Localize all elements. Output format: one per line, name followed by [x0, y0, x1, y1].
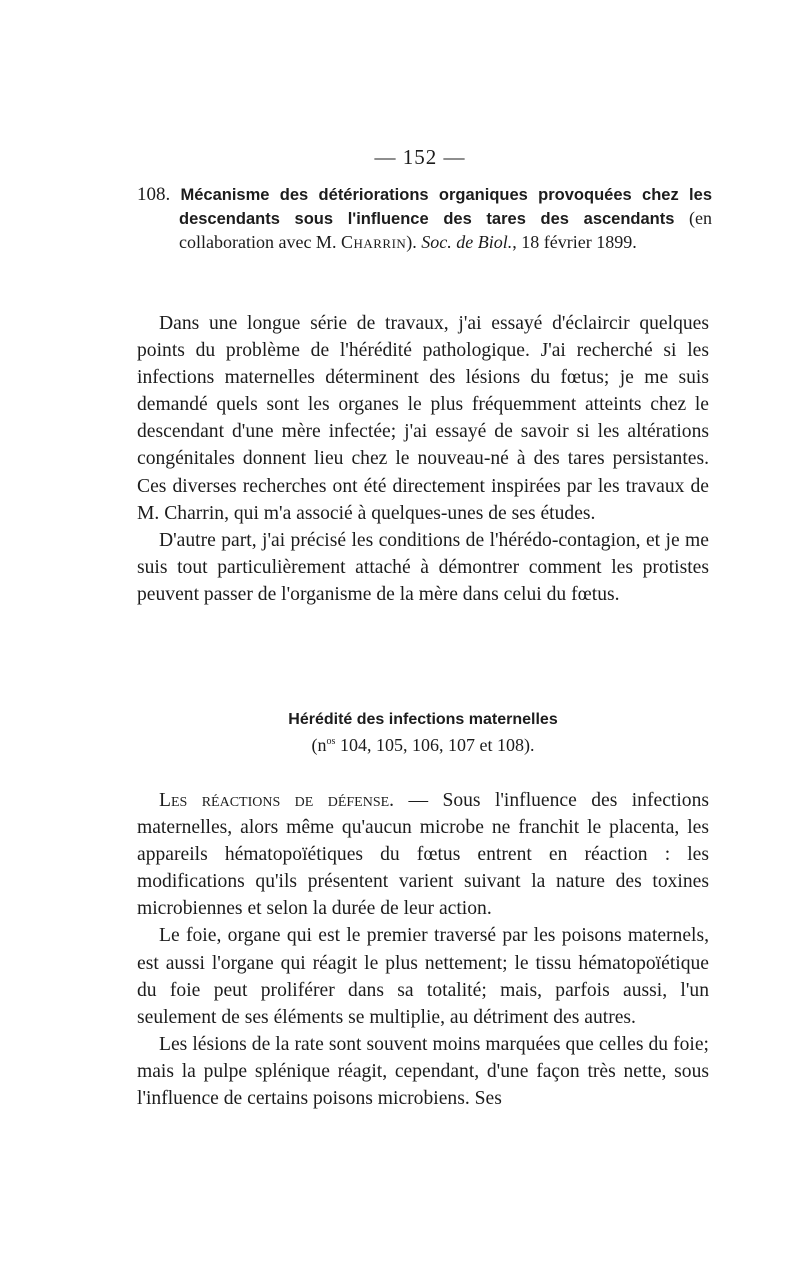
section-body	[137, 787, 709, 1112]
intro-paragraph-1: Dans une longue série de travaux, j'ai essayé d'éclaircir quelques points du problème de l'hérédité pathologique. J'ai recherché si les infections maternelles déterminent des lésions du fœtus; je me suis demandé quels sont les organes le plus fréquemment atteints chez le descendant d'une mère infectée; j'ai essayé de savoir si les altérations congénitales donnent lieu chez le nouveau-né à des tares persistantes. Ces diverses recherches ont été directement inspirées par les travaux de M. Charrin, qui m'a associé à quelques-unes de ses études.	[137, 313, 709, 524]
section-subheading	[137, 730, 709, 757]
entry-journal: Soc. de Biol.	[421, 232, 513, 252]
body-lead-rest: — Sous l'influence des infections maternelles, alors même qu'aucun microbe ne franchit le placenta, les appareils hématopoïétiques du fœtus entrent en réaction : les modifications qu'ils présentent varient suivant la nature des toxines microbiennes et selon la durée de leur action.	[137, 790, 709, 920]
section-sub-sup: os	[326, 736, 336, 747]
entry-title: Mécanisme des détériorations organiques provoquées chez les descendants sous l'influence des tares des ascendants	[179, 186, 712, 228]
entry-date: , 18 février 1899.	[512, 232, 637, 252]
entry-collab-name: Charrin	[340, 232, 407, 252]
entry-collab-prefix: (en collaboration avec M.	[179, 208, 713, 252]
entry-number: 108.	[137, 184, 171, 205]
section-heading: Hérédité des infections maternelles	[288, 711, 558, 728]
entry-text	[137, 183, 712, 254]
bibliography-entry	[137, 183, 712, 254]
entry-collab-suffix: ).	[406, 232, 417, 252]
body-lead-smallcaps: Les réactions de défense.	[159, 790, 395, 811]
body-paragraph-2: Les lésions de la rate sont souvent moins marquées que celles du foie; mais la pulpe splénique réagit, cependant, d'une façon très nette, sous l'influence de certains poisons microbiens. Ses	[137, 1033, 709, 1110]
page-number: — 152 —	[374, 145, 466, 169]
section-sub-rest: 104, 105, 106, 107 et 108).	[335, 735, 535, 755]
intro-paragraph-2: D'autre part, j'ai précisé les conditions de l'hérédo-contagion, et je me suis tout particulièrement attaché à démontrer comment les protistes peuvent passer de l'organisme de la mère dans celui du fœtus.	[137, 529, 709, 605]
body-lead-paragraph	[137, 787, 709, 922]
intro-text	[137, 310, 709, 608]
section-sub-prefix: (n	[311, 735, 327, 755]
body-paragraph-1: Le foie, organe qui est le premier traversé par les poisons maternels, est aussi l'organe qui réagit le plus nettement; le tissu hématopoïétique du foie peut proliférer dans sa totalité; mais, parfois aussi, l'un seulement de ses éléments se multiplie, au détriment des autres.	[137, 925, 709, 1028]
